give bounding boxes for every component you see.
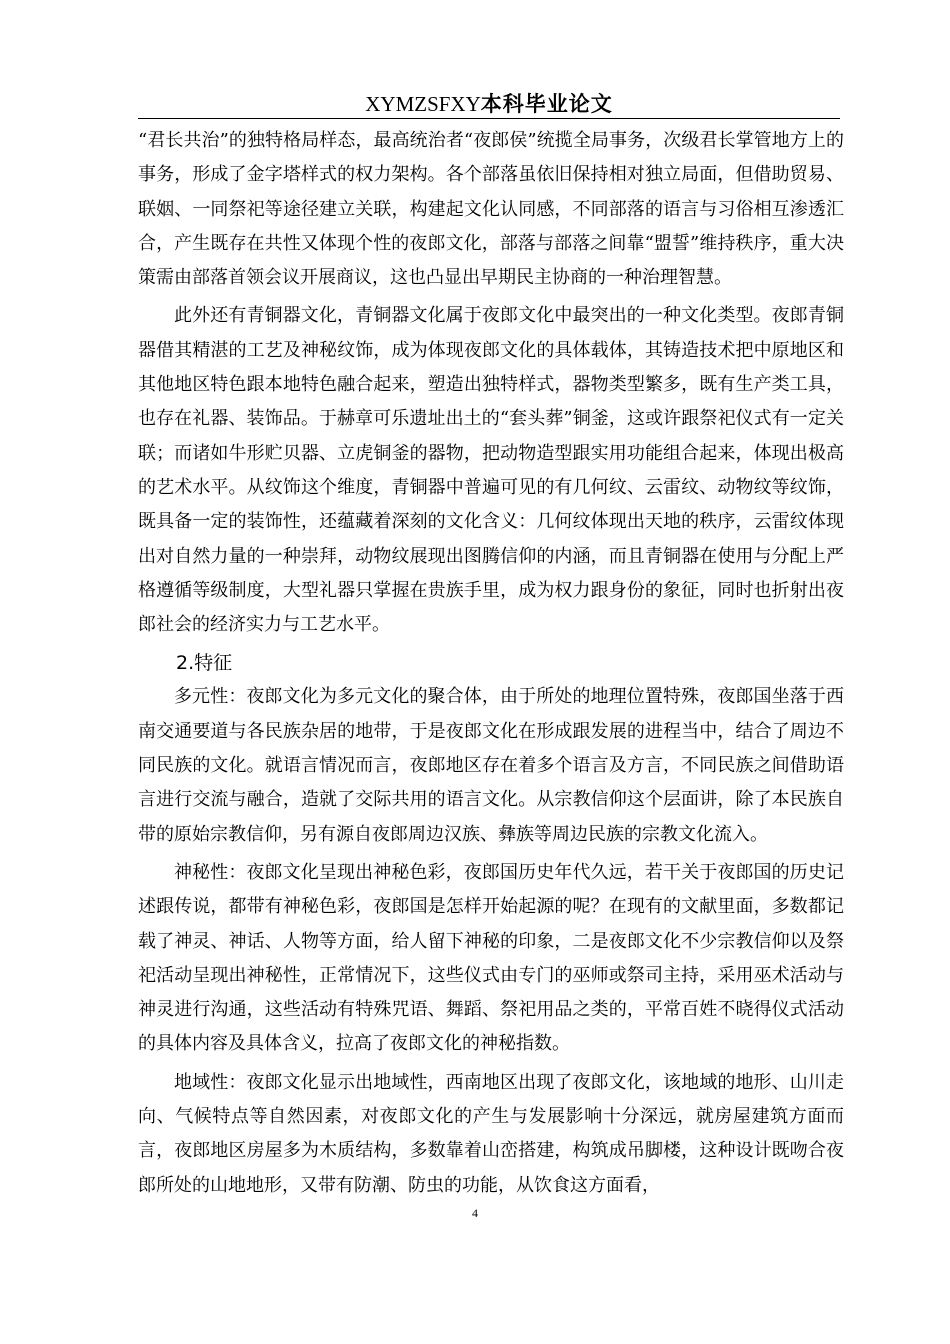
- section-heading: 2.特征: [176, 652, 233, 675]
- paragraph-mystery: 神秘性：夜郎文化呈现出神秘色彩，夜郎国历史年代久远，若干关于夜郎国的历史记述跟传说，都带有神秘色彩，夜郎国是怎样开始起源的呢？在现有的文献里面，多数都记载了神灵、神话、人物等方面，给人留下神秘的印象，二是夜郎文化不少宗教信仰以及祭祀活动呈现出神秘性，正常情况下，这些仪式由专门的巫师或祭司主持，采用巫术活动与神灵进行沟通，这些活动有特殊咒语、舞蹈、祭祀用品之类的，平常百姓不晓得仪式活动的具体内容及具体含义，拉高了夜郎文化的神秘指数。: [138, 861, 844, 1055]
- paragraph-regionality: 地域性：夜郎文化显示出地域性，西南地区出现了夜郎文化，该地域的地形、山川走向、气候特点等自然因素，对夜郎文化的产生与发展影响十分深远，就房屋建筑方面而言，夜郎地区房屋多为木质结构，多数靠着山峦搭建，构筑成吊脚楼，这种设计既吻合夜郎所处的山地地形，又带有防潮、防虫的功能，从饮食这方面看，: [138, 1071, 844, 1196]
- paragraph-diversity: 多元性：夜郎文化为多元文化的聚合体，由于所处的地理位置特殊，夜郎国坐落于西南交通要道与各民族杂居的地带，于是夜郎文化在形成跟发展的进程当中，结合了周边不同民族的文化。就语言情况而言，夜郎地区存在着多个语言及方言，不同民族之间借助语言进行交流与融合，造就了交际共用的语言文化。从宗教信仰这个层面讲，除了本民族自带的原始宗教信仰，另有源自夜郎周边汉族、彝族等周边民族的宗教文化流入。: [138, 686, 844, 845]
- body-text: [138, 124, 844, 1203]
- running-header: [138, 90, 840, 119]
- header-thesis-title: 本科毕业论文: [480, 92, 613, 116]
- paragraph-bronze-culture: 此外还有青铜器文化，青铜器文化属于夜郎文化中最突出的一种文化类型。夜郎青铜器借其精湛的工艺及神秘纹饰，成为体现夜郎文化的具体载体，其铸造技术把中原地区和其他地区特色跟本地特色融合起来，塑造出独特样式，器物类型繁多，既有生产类工具，也存在礼器、装饰品。于赫章可乐遗址出土的“套头葬”铜釜，这或许跟祭祀仪式有一定关联；而诸如牛形贮贝器、立虎铜釜的器物，把动物造型跟实用功能组合起来，体现出极高的艺术水平。从纹饰这个维度，青铜器中普遍可见的有几何纹、云雷纹、动物纹等纹饰，既具备一定的装饰性，还蕴藏着深刻的文化含义：几何纹体现出天地的秩序，云雷纹体现出对自然力量的一种崇拜，动物纹展现出图腾信仰的内涵，而且青铜器在使用与分配上严格遵循等级制度，大型礼器只掌握在贵族手里，成为权力跟身份的象征，同时也折射出夜郎社会的经济实力与工艺水平。: [138, 305, 844, 636]
- header-school-code: XYMZSFXY: [365, 92, 481, 116]
- paragraph-continued: “君长共治”的独特格局样态，最高统治者“夜郎侯”统揽全局事务，次级君长掌管地方上的事务，形成了金字塔样式的权力架构。各个部落虽依旧保持相对独立局面，但借助贸易、联姻、一同祭祀等途径建立关联，构建起文化认同感，不同部落的语言与习俗相互渗透汇合，产生既存在共性又体现个性的夜郎文化，部落与部落之间靠“盟誓”维持秩序，重大决策需由部落首领会议开展商议，这也凸显出早期民主协商的一种治理智慧。: [138, 130, 844, 289]
- page-number: 4: [472, 1206, 478, 1220]
